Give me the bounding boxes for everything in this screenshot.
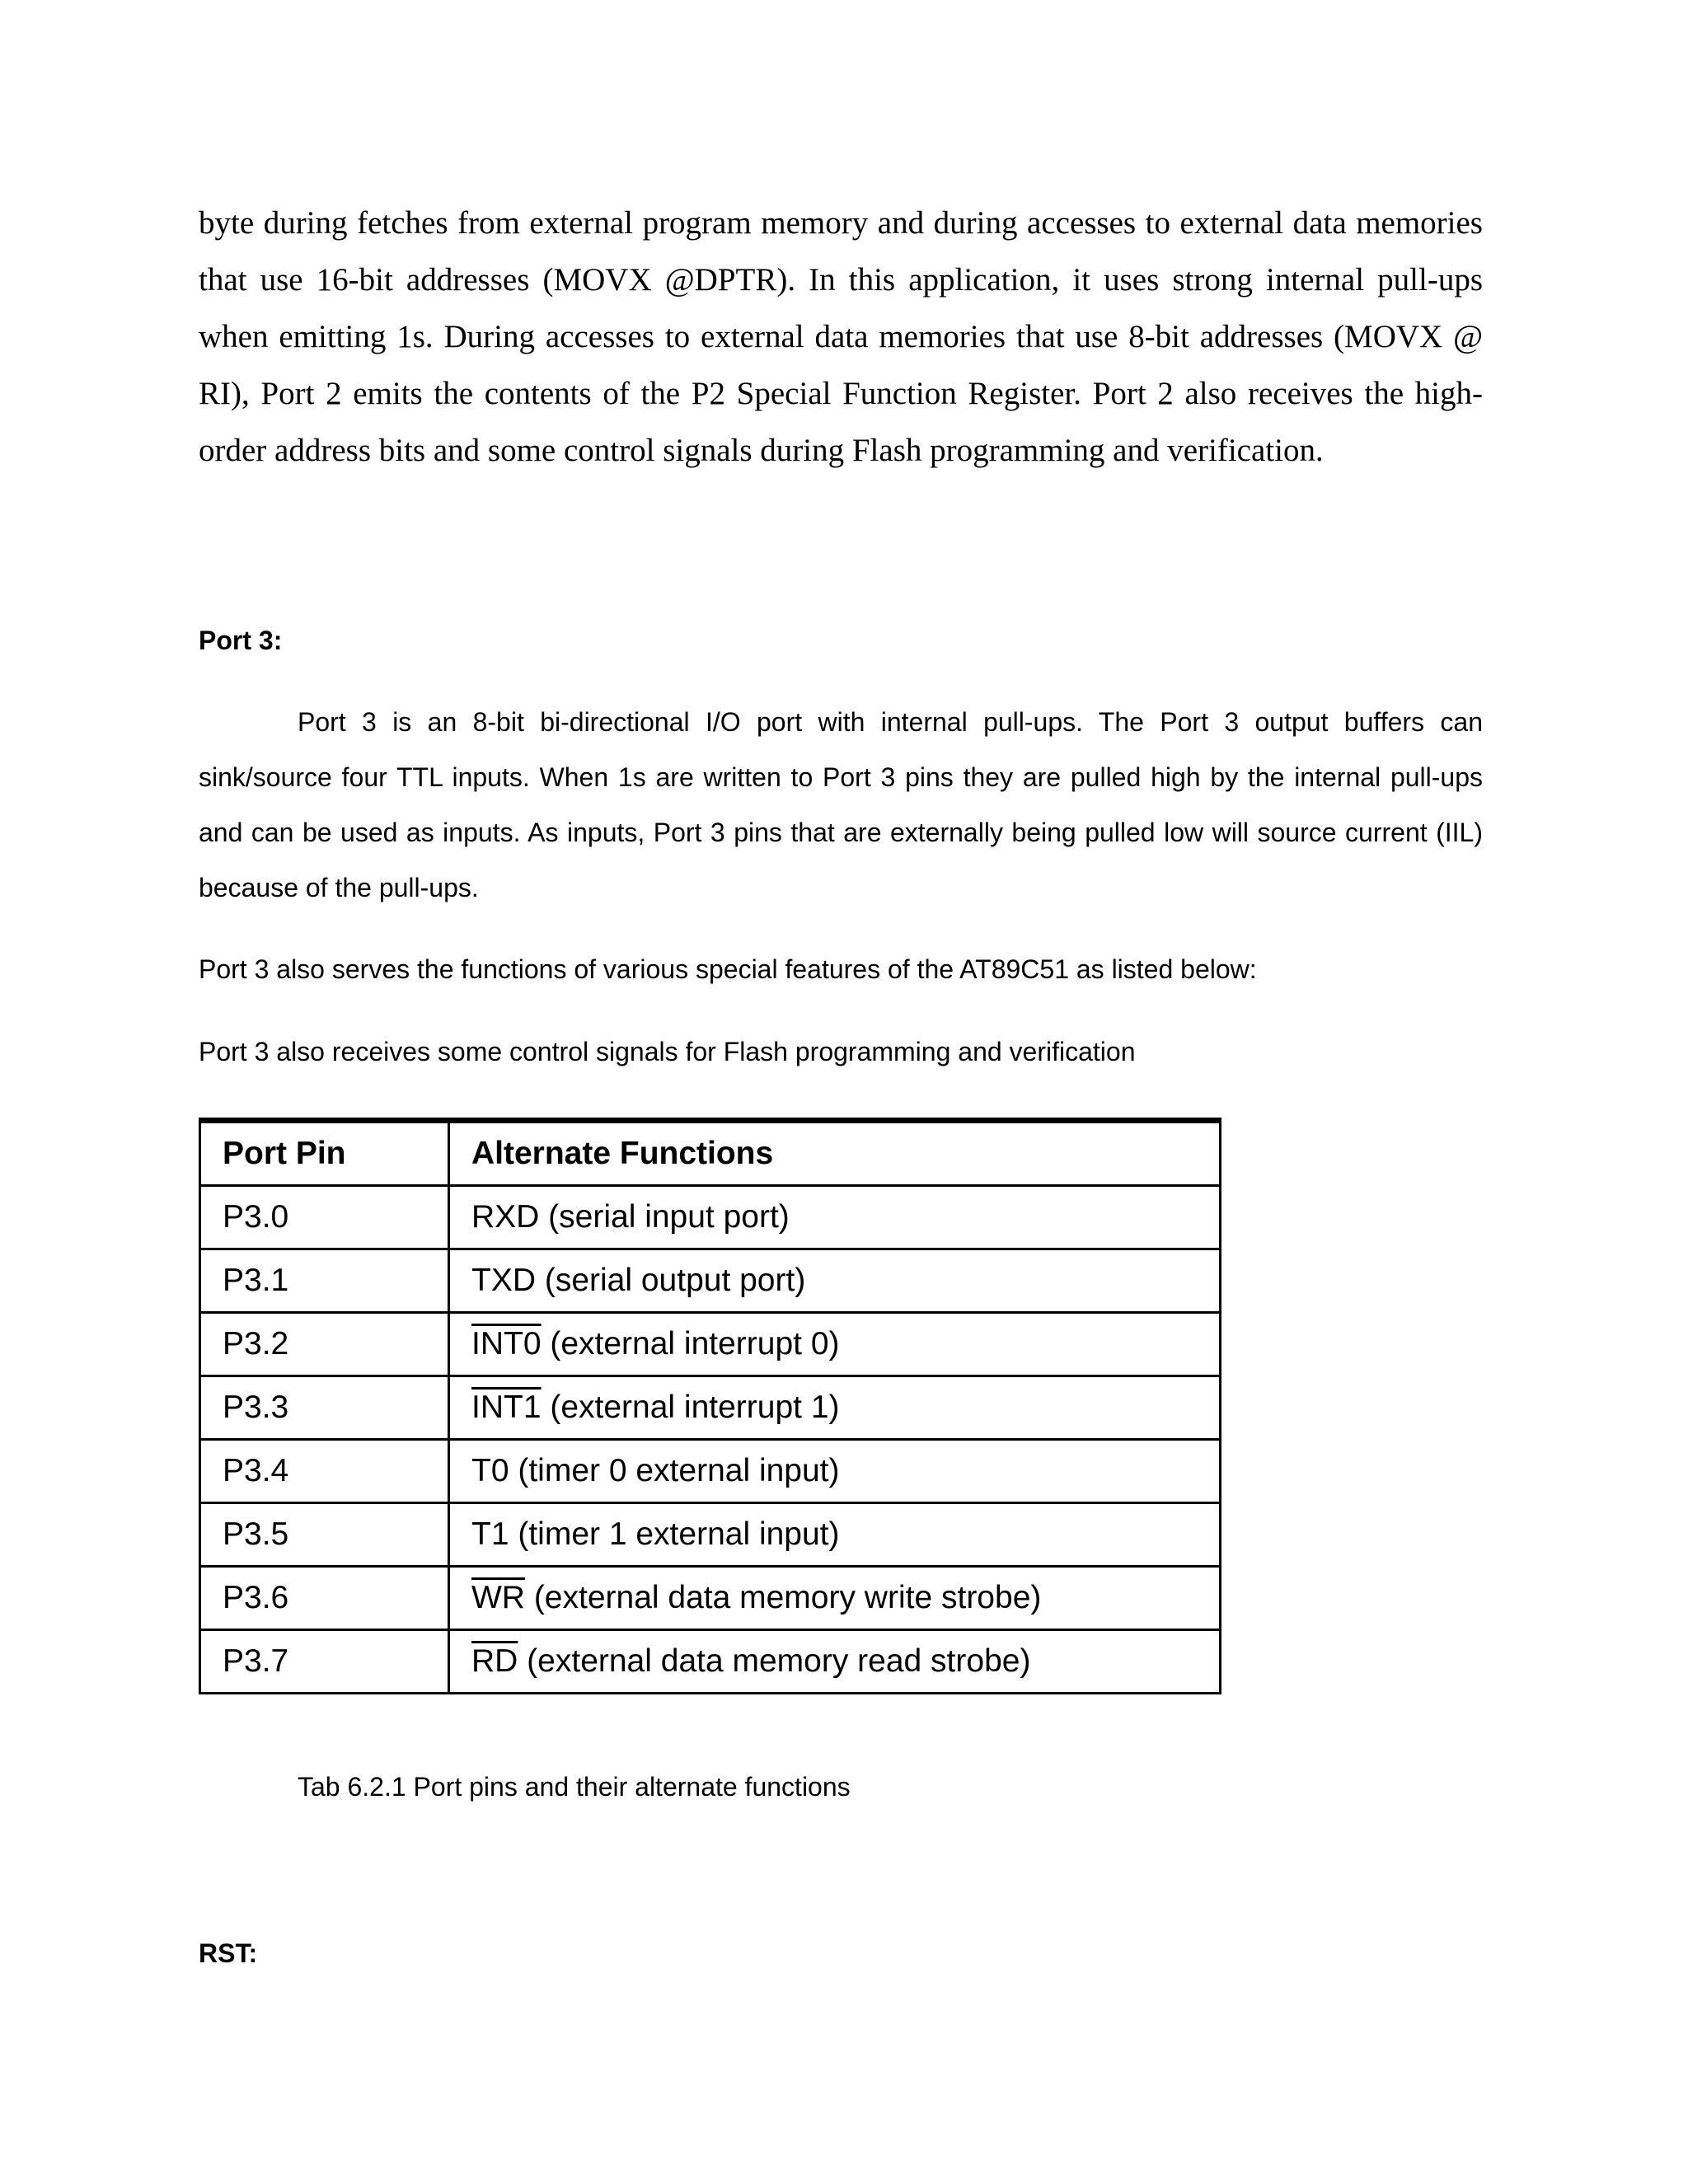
function-cell	[449, 1503, 1221, 1567]
function-text: (external data memory write strobe)	[524, 1580, 1042, 1615]
signal-name: $\overline{RD}$	[471, 1643, 518, 1679]
port3-special-features-text: Port 3 also serves the functions of various special features of the AT89C51 as listed below:	[199, 954, 1257, 984]
function-text: (external interrupt 1)	[541, 1390, 840, 1425]
table-row	[200, 1440, 1221, 1503]
function-cell	[449, 1440, 1221, 1503]
signal-name: $\overline{WR}$	[471, 1580, 525, 1615]
table-row	[200, 1376, 1221, 1440]
function-text: (external interrupt 0)	[541, 1326, 840, 1361]
pin-cell: P3.0	[200, 1186, 449, 1249]
table-header-row	[200, 1121, 1221, 1186]
function-text: T1 (timer 1 external input)	[471, 1516, 840, 1552]
rst-heading: RST:	[199, 1938, 258, 1968]
signal-name: INT1	[471, 1390, 542, 1425]
function-cell	[449, 1567, 1221, 1630]
table-row	[200, 1186, 1221, 1249]
header-port-pin: Port Pin	[200, 1121, 449, 1186]
function-cell	[449, 1249, 1221, 1313]
function-text: TXD (serial output port)	[471, 1263, 806, 1298]
pin-cell: P3.5	[200, 1503, 449, 1567]
table-row	[200, 1630, 1221, 1694]
function-cell	[449, 1313, 1221, 1376]
signal-name: INT0	[471, 1326, 542, 1361]
header-alternate-functions: Alternate Functions	[449, 1121, 1221, 1186]
pin-cell: P3.2	[200, 1313, 449, 1376]
pin-cell: P3.1	[200, 1249, 449, 1313]
function-cell	[449, 1186, 1221, 1249]
table-row	[200, 1567, 1221, 1630]
port-pins-table	[199, 1118, 1221, 1694]
table-row	[200, 1503, 1221, 1567]
function-text: (external data memory read strobe)	[518, 1643, 1031, 1679]
function-cell	[449, 1630, 1221, 1694]
pin-cell: P3.6	[200, 1567, 449, 1630]
port3-description: Port 3 is an 8-bit bi-directional I/O port with internal pull-ups. The Port 3 output buffers can sink/source four TTL inputs. When 1s are written to Port 3 pins they are pulled high by the internal pull-ups and can be used as inputs. As inputs, Port 3 pins that are externally being pulled low will source current (IIL) because of the pull-ups.	[199, 707, 1483, 902]
pin-cell: P3.7	[200, 1630, 449, 1694]
port3-heading: Port 3:	[199, 626, 283, 655]
pin-cell: P3.3	[200, 1376, 449, 1440]
table-row	[200, 1249, 1221, 1313]
table-row	[200, 1313, 1221, 1376]
port3-control-signals-text: Port 3 also receives some control signals for Flash programming and verification	[199, 1037, 1136, 1066]
function-text: RXD (serial input port)	[471, 1199, 790, 1235]
table-caption: Tab 6.2.1 Port pins and their alternate functions	[298, 1772, 851, 1802]
pin-cell: P3.4	[200, 1440, 449, 1503]
intro-paragraph: byte during fetches from external program memory and during accesses to external data memories that use 16-bit addresses (MOVX @DPTR). In this application, it uses strong internal pull-ups when emitting 1s. During accesses to external data memories that use 8-bit addresses (MOVX @ RI), Port 2 emits the contents of the P2 Special Function Register. Port 2 also receives the high-order address bits and some control signals during Flash programming and verification.	[199, 205, 1483, 468]
function-text: T0 (timer 0 external input)	[471, 1453, 840, 1488]
function-cell	[449, 1376, 1221, 1440]
